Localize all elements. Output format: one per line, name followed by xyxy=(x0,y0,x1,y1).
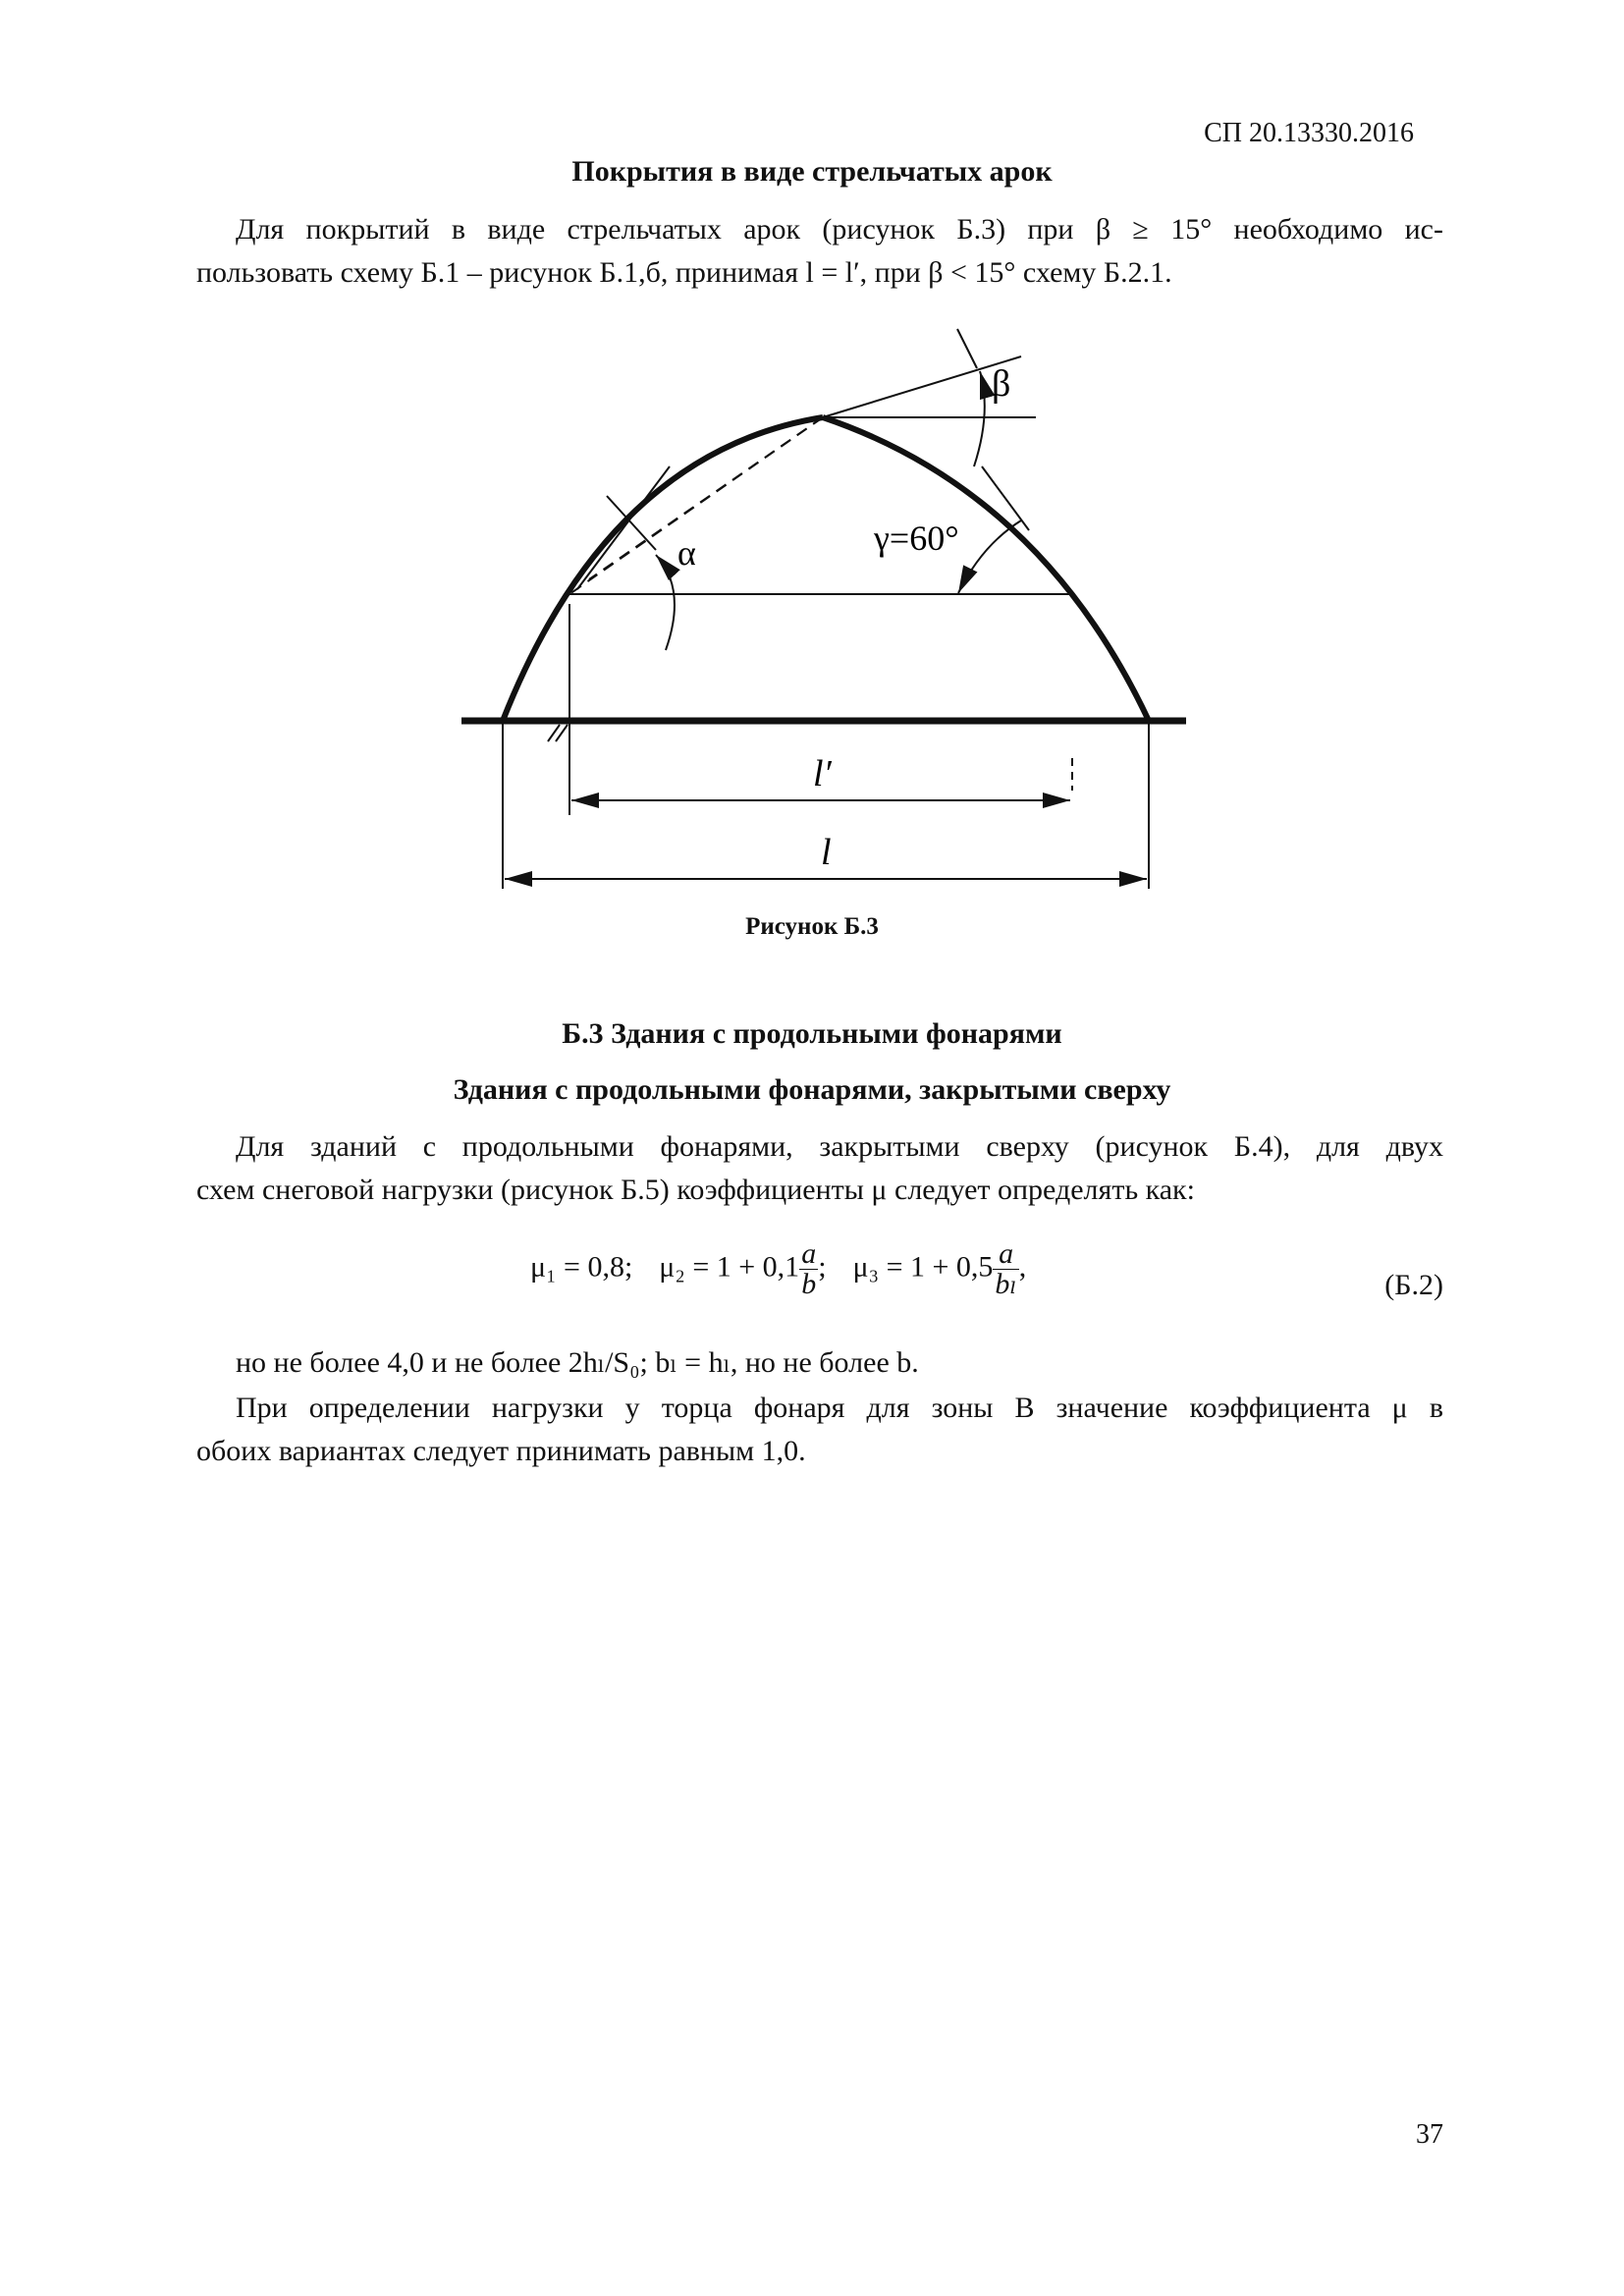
formula-mu2-fraction xyxy=(799,1239,818,1299)
label-l-prime: l′ xyxy=(813,753,832,794)
label-gamma: γ=60° xyxy=(874,519,959,558)
formula-b2 xyxy=(530,1239,1119,1338)
alpha-angle-arc xyxy=(656,555,675,650)
label-alpha: α xyxy=(677,533,696,573)
paragraph-lanterns xyxy=(196,1125,1443,1212)
paragraph-limits xyxy=(196,1341,1443,1385)
fraction-numerator: a xyxy=(801,1237,817,1270)
fraction-numerator: a xyxy=(993,1239,1018,1270)
beta-tick-line xyxy=(957,329,977,368)
formula-mu2-prefix: μ₂ = 1 + 0,1 xyxy=(659,1250,800,1284)
arch-right-curve xyxy=(823,417,1149,721)
formula-mu3-prefix: μ₃ = 1 + 0,5 xyxy=(852,1250,994,1284)
fraction-denominator: b xyxy=(801,1268,817,1300)
paragraph-line: Для покрытий в виде стрельчатых арок (рисунок Б.3) при β ≥ 15° необходимо ис- xyxy=(236,213,1443,246)
subsection-heading: Здания с продольными фонарями, закрытыми сверху xyxy=(453,1073,1171,1106)
dashed-chord-inner xyxy=(589,417,823,579)
section-heading-buildings: Б.3 Здания с продольными фонарями xyxy=(562,1017,1062,1050)
figure-caption: Рисунок Б.3 xyxy=(745,913,879,940)
page-number: 37 xyxy=(1416,2119,1443,2150)
paragraph-line: Для зданий с продольными фонарями, закрытыми сверху (рисунок Б.4), для двух xyxy=(236,1130,1443,1163)
beta-angle-arc xyxy=(974,371,985,466)
document-code: СП 20.13330.2016 xyxy=(1204,118,1414,148)
arch-left-curve xyxy=(503,417,823,721)
paragraph-line: При определении нагрузки у торца фонаря для зоны В значение коэффициента μ в xyxy=(236,1392,1443,1424)
tangent-line-left xyxy=(577,466,670,589)
paragraph-line: схем снеговой нагрузки (рисунок Б.5) коэффициенты μ следует определять как: xyxy=(196,1174,1195,1206)
formula-mu3-fraction xyxy=(993,1239,1018,1299)
formula-number: (Б.2) xyxy=(1384,1269,1443,1301)
paragraph-line: обоих вариантах следует принимать равным 1,0. xyxy=(196,1435,806,1467)
label-l: l xyxy=(821,832,832,873)
section-heading-arches: Покрытия в виде стрельчатых арок xyxy=(571,155,1053,188)
figure-arch-diagram xyxy=(0,0,1624,943)
label-beta: β xyxy=(992,363,1011,405)
paragraph-line: пользовать схему Б.1 – рисунок Б.1,б, принимая l = l′, при β < 15° схему Б.2.1. xyxy=(196,256,1172,289)
paragraph-lantern-end xyxy=(196,1387,1443,1473)
paragraph-line: но не более 4,0 и не более 2hₗ/S₀; bₗ = hₗ, но не более b. xyxy=(236,1346,919,1379)
formula-mu3-suffix: , xyxy=(1018,1250,1027,1284)
formula-mu1: μ₁ = 0,8; xyxy=(530,1250,633,1284)
fraction-denominator: bₗ xyxy=(995,1268,1017,1300)
formula-mu2-suffix: ; xyxy=(818,1250,827,1284)
